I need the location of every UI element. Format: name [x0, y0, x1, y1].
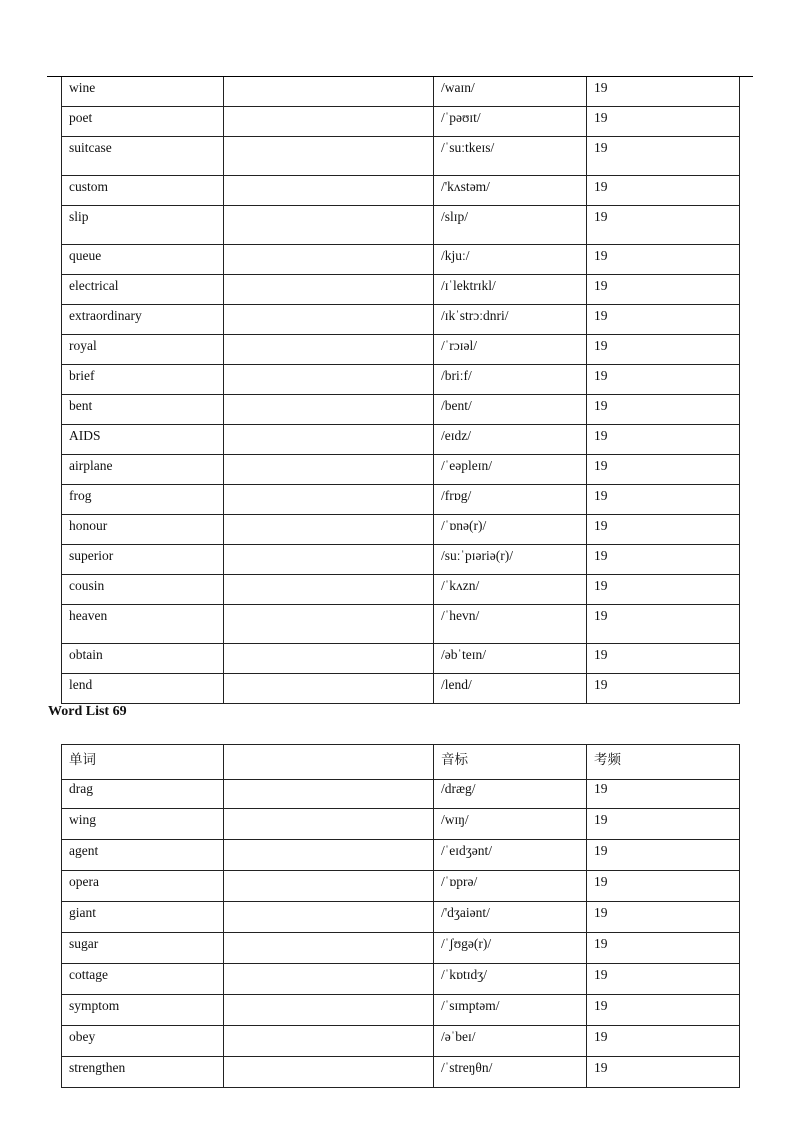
table-row — [62, 871, 740, 902]
header-word: 单词 — [62, 745, 224, 780]
table-row — [62, 840, 740, 871]
table-row — [62, 545, 740, 575]
table-row — [62, 335, 740, 365]
word-cell: obtain — [62, 644, 224, 674]
header-meaning — [224, 745, 434, 780]
meaning-cell — [224, 902, 434, 933]
meaning-cell — [224, 425, 434, 455]
frequency-cell: 19 — [587, 575, 740, 605]
phonetic-cell: /ˈeəpleɪn/ — [434, 455, 587, 485]
table-header-row — [62, 745, 740, 780]
frequency-cell: 19 — [587, 107, 740, 137]
table-row — [62, 137, 740, 176]
word-cell: electrical — [62, 275, 224, 305]
table-row — [62, 305, 740, 335]
table-row — [62, 176, 740, 206]
frequency-cell: 19 — [587, 335, 740, 365]
frequency-cell: 19 — [587, 77, 740, 107]
meaning-cell — [224, 455, 434, 485]
word-cell: poet — [62, 107, 224, 137]
frequency-cell: 19 — [587, 425, 740, 455]
word-cell: opera — [62, 871, 224, 902]
section-title: Word List 69 — [48, 704, 127, 719]
phonetic-cell: /ˈkɒtɪdʒ/ — [434, 964, 587, 995]
frequency-cell: 19 — [587, 206, 740, 245]
table-row — [62, 575, 740, 605]
vocab-table-continued — [61, 77, 740, 704]
frequency-cell: 19 — [587, 780, 740, 809]
table-row — [62, 77, 740, 107]
frequency-cell: 19 — [587, 395, 740, 425]
word-cell: extraordinary — [62, 305, 224, 335]
phonetic-cell: /ˈsuːtkeɪs/ — [434, 137, 587, 176]
table-row — [62, 1057, 740, 1088]
frequency-cell: 19 — [587, 1026, 740, 1057]
phonetic-cell: /ˈsɪmptəm/ — [434, 995, 587, 1026]
phonetic-cell: /'dʒaiənt/ — [434, 902, 587, 933]
phonetic-cell: /dræg/ — [434, 780, 587, 809]
header-frequency: 考频 — [587, 745, 740, 780]
table-row — [62, 605, 740, 644]
table-row — [62, 275, 740, 305]
phonetic-cell: /ɪkˈstrɔːdnri/ — [434, 305, 587, 335]
word-cell: brief — [62, 365, 224, 395]
frequency-cell: 19 — [587, 137, 740, 176]
meaning-cell — [224, 485, 434, 515]
meaning-cell — [224, 1057, 434, 1088]
frequency-cell: 19 — [587, 176, 740, 206]
word-cell: obey — [62, 1026, 224, 1057]
frequency-cell: 19 — [587, 365, 740, 395]
meaning-cell — [224, 137, 434, 176]
phonetic-cell: /bent/ — [434, 395, 587, 425]
phonetic-cell: /wɪŋ/ — [434, 809, 587, 840]
word-cell: sugar — [62, 933, 224, 964]
phonetic-cell: /slɪp/ — [434, 206, 587, 245]
table-row — [62, 933, 740, 964]
table-row — [62, 245, 740, 275]
phonetic-cell: /ˈpəʊɪt/ — [434, 107, 587, 137]
header-phonetic: 音标 — [434, 745, 587, 780]
meaning-cell — [224, 545, 434, 575]
word-cell: custom — [62, 176, 224, 206]
phonetic-cell: /ˈrɔɪəl/ — [434, 335, 587, 365]
word-cell: cousin — [62, 575, 224, 605]
frequency-cell: 19 — [587, 674, 740, 704]
meaning-cell — [224, 176, 434, 206]
word-cell: agent — [62, 840, 224, 871]
table-row — [62, 780, 740, 809]
table-row — [62, 644, 740, 674]
meaning-cell — [224, 77, 434, 107]
frequency-cell: 19 — [587, 455, 740, 485]
frequency-cell: 19 — [587, 605, 740, 644]
word-cell: queue — [62, 245, 224, 275]
meaning-cell — [224, 809, 434, 840]
meaning-cell — [224, 840, 434, 871]
phonetic-cell: /briːf/ — [434, 365, 587, 395]
table-row — [62, 809, 740, 840]
frequency-cell: 19 — [587, 902, 740, 933]
table-row — [62, 395, 740, 425]
frequency-cell: 19 — [587, 809, 740, 840]
frequency-cell: 19 — [587, 275, 740, 305]
meaning-cell — [224, 395, 434, 425]
meaning-cell — [224, 245, 434, 275]
word-cell: royal — [62, 335, 224, 365]
word-cell: AIDS — [62, 425, 224, 455]
phonetic-cell: /frɒg/ — [434, 485, 587, 515]
meaning-cell — [224, 365, 434, 395]
meaning-cell — [224, 995, 434, 1026]
word-cell: cottage — [62, 964, 224, 995]
frequency-cell: 19 — [587, 1057, 740, 1088]
frequency-cell: 19 — [587, 840, 740, 871]
word-cell: wing — [62, 809, 224, 840]
table-row — [62, 515, 740, 545]
meaning-cell — [224, 674, 434, 704]
meaning-cell — [224, 780, 434, 809]
frequency-cell: 19 — [587, 545, 740, 575]
vocab-table-word-list-69 — [61, 744, 740, 1088]
phonetic-cell: /waɪn/ — [434, 77, 587, 107]
frequency-cell: 19 — [587, 245, 740, 275]
word-cell: slip — [62, 206, 224, 245]
phonetic-cell: /ˈʃʊgə(r)/ — [434, 933, 587, 964]
table-row — [62, 1026, 740, 1057]
phonetic-cell: /ˈɒprə/ — [434, 871, 587, 902]
frequency-cell: 19 — [587, 933, 740, 964]
word-cell: airplane — [62, 455, 224, 485]
phonetic-cell: /əbˈteɪn/ — [434, 644, 587, 674]
word-cell: drag — [62, 780, 224, 809]
table-row — [62, 964, 740, 995]
word-cell: symptom — [62, 995, 224, 1026]
word-cell: honour — [62, 515, 224, 545]
phonetic-cell: /kjuː/ — [434, 245, 587, 275]
frequency-cell: 19 — [587, 305, 740, 335]
meaning-cell — [224, 964, 434, 995]
vocab-table-body — [62, 77, 740, 704]
phonetic-cell: /'kʌstəm/ — [434, 176, 587, 206]
meaning-cell — [224, 933, 434, 964]
table-row — [62, 107, 740, 137]
meaning-cell — [224, 605, 434, 644]
table-row — [62, 365, 740, 395]
meaning-cell — [224, 575, 434, 605]
table-row — [62, 425, 740, 455]
phonetic-cell: /suːˈpɪəriə(r)/ — [434, 545, 587, 575]
frequency-cell: 19 — [587, 485, 740, 515]
vocab-table-body — [62, 745, 740, 1088]
table-row — [62, 455, 740, 485]
table-row — [62, 206, 740, 245]
word-cell: heaven — [62, 605, 224, 644]
frequency-cell: 19 — [587, 515, 740, 545]
phonetic-cell: /ˈkʌzn/ — [434, 575, 587, 605]
phonetic-cell: /ɪˈlektrɪkl/ — [434, 275, 587, 305]
word-cell: frog — [62, 485, 224, 515]
word-cell: suitcase — [62, 137, 224, 176]
meaning-cell — [224, 275, 434, 305]
meaning-cell — [224, 644, 434, 674]
word-cell: giant — [62, 902, 224, 933]
frequency-cell: 19 — [587, 871, 740, 902]
phonetic-cell: /əˈbeɪ/ — [434, 1026, 587, 1057]
phonetic-cell: /ˈstreŋθn/ — [434, 1057, 587, 1088]
phonetic-cell: /ˈɒnə(r)/ — [434, 515, 587, 545]
word-cell: strengthen — [62, 1057, 224, 1088]
frequency-cell: 19 — [587, 644, 740, 674]
frequency-cell: 19 — [587, 995, 740, 1026]
word-cell: wine — [62, 77, 224, 107]
table-row — [62, 674, 740, 704]
meaning-cell — [224, 206, 434, 245]
meaning-cell — [224, 515, 434, 545]
phonetic-cell: /ˈhevn/ — [434, 605, 587, 644]
word-cell: lend — [62, 674, 224, 704]
table-row — [62, 485, 740, 515]
word-cell: superior — [62, 545, 224, 575]
meaning-cell — [224, 871, 434, 902]
frequency-cell: 19 — [587, 964, 740, 995]
phonetic-cell: /lend/ — [434, 674, 587, 704]
meaning-cell — [224, 107, 434, 137]
meaning-cell — [224, 1026, 434, 1057]
meaning-cell — [224, 335, 434, 365]
phonetic-cell: /eɪdz/ — [434, 425, 587, 455]
word-cell: bent — [62, 395, 224, 425]
meaning-cell — [224, 305, 434, 335]
table-row — [62, 902, 740, 933]
table-row — [62, 995, 740, 1026]
phonetic-cell: /ˈeɪdʒənt/ — [434, 840, 587, 871]
